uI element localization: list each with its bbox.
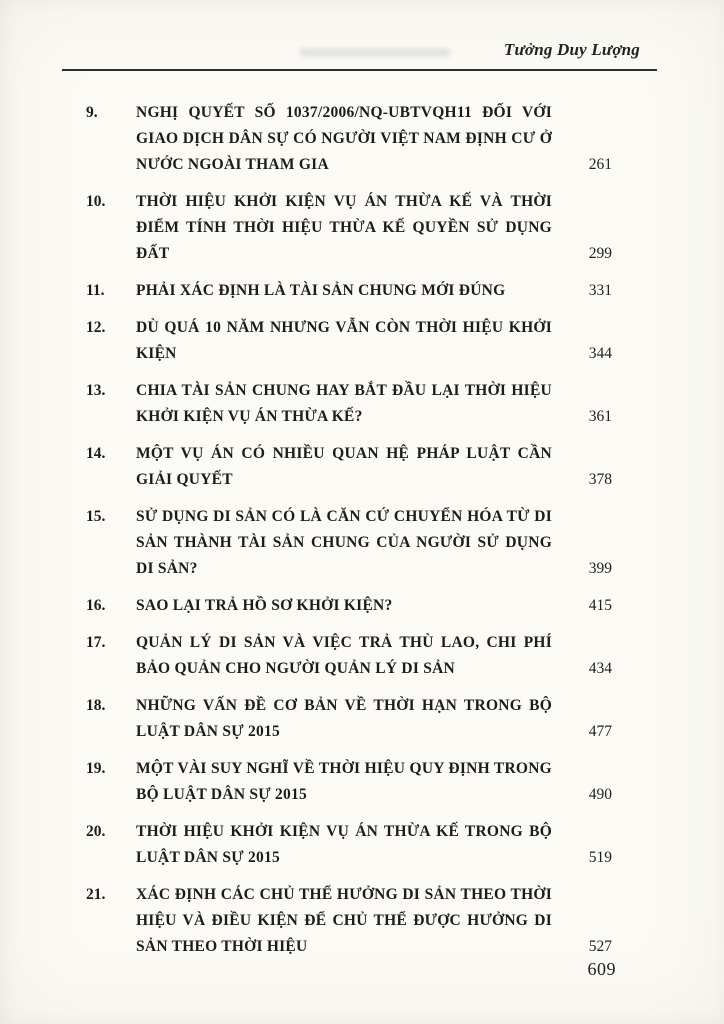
entry-number: 21. bbox=[86, 886, 106, 903]
toc-entry bbox=[86, 100, 612, 178]
entry-number: 18. bbox=[86, 697, 106, 714]
page-header bbox=[62, 40, 640, 60]
entry-title: MỘT VỤ ÁN CÓ NHIỀU QUAN HỆ PHÁP LUẬT CẦN GIẢI QUYẾT bbox=[136, 445, 552, 488]
toc-entry bbox=[86, 278, 612, 304]
toc-entry bbox=[86, 189, 612, 267]
entry-page-number: 331 bbox=[588, 282, 612, 299]
entry-title: SAO LẠI TRẢ HỒ SƠ KHỞI KIỆN? bbox=[136, 597, 393, 614]
entry-title: SỬ DỤNG DI SẢN CÓ LÀ CĂN CỨ CHUYỂN HÓA TỪ DI SẢN THÀNH TÀI SẢN CHUNG CỦA NGƯỜI SỬ DỤNG DI SẢN? bbox=[136, 508, 552, 577]
entry-number: 11. bbox=[86, 282, 105, 299]
toc-entry bbox=[86, 378, 612, 430]
entry-title: XÁC ĐỊNH CÁC CHỦ THỂ HƯỞNG DI SẢN THEO THỜI HIỆU VÀ ĐIỀU KIỆN ĐỂ CHỦ THỂ ĐƯỢC HƯỞNG DI SẢN THEO THỜI HIỆU bbox=[136, 886, 552, 955]
header-rule bbox=[62, 69, 657, 71]
entry-number: 14. bbox=[86, 445, 106, 462]
entry-title: PHẢI XÁC ĐỊNH LÀ TÀI SẢN CHUNG MỚI ĐÚNG bbox=[136, 282, 506, 299]
entry-number: 20. bbox=[86, 823, 106, 840]
toc-entry bbox=[86, 593, 612, 619]
table-of-contents bbox=[86, 100, 612, 971]
running-head-author: Tưởng Duy Lượng bbox=[503, 40, 640, 59]
entry-title: THỜI HIỆU KHỞI KIỆN VỤ ÁN THỪA KẾ TRONG BỘ LUẬT DÂN SỰ 2015 bbox=[136, 823, 552, 866]
entry-page-number: 477 bbox=[588, 723, 612, 740]
entry-title: QUẢN LÝ DI SẢN VÀ VIỆC TRẢ THÙ LAO, CHI PHÍ BẢO QUẢN CHO NGƯỜI QUẢN LÝ DI SẢN bbox=[136, 634, 552, 677]
toc-entry bbox=[86, 693, 612, 745]
entry-number: 17. bbox=[86, 634, 106, 651]
entry-number: 19. bbox=[86, 760, 106, 777]
entry-title: DÙ QUÁ 10 NĂM NHƯNG VẪN CÒN THỜI HIỆU KHỞI KIỆN bbox=[136, 319, 552, 362]
entry-title: NGHỊ QUYẾT SỐ 1037/2006/NQ-UBTVQH11 ĐỐI VỚI GIAO DỊCH DÂN SỰ CÓ NGƯỜI VIỆT NAM ĐỊNH CƯ Ở NƯỚC NGOÀI THAM GIA bbox=[136, 104, 552, 173]
toc-entry bbox=[86, 315, 612, 367]
toc-entry bbox=[86, 504, 612, 582]
entry-page-number: 344 bbox=[588, 345, 612, 362]
entry-page-number: 399 bbox=[588, 560, 612, 577]
entry-page-number: 261 bbox=[588, 156, 612, 173]
entry-page-number: 415 bbox=[588, 597, 612, 614]
entry-page-number: 434 bbox=[588, 660, 612, 677]
entry-title: CHIA TÀI SẢN CHUNG HAY BẮT ĐẦU LẠI THỜI HIỆU KHỞI KIỆN VỤ ÁN THỪA KẾ? bbox=[136, 382, 552, 425]
entry-number: 12. bbox=[86, 319, 106, 336]
entry-page-number: 490 bbox=[588, 786, 612, 803]
toc-entry bbox=[86, 756, 612, 808]
entry-page-number: 299 bbox=[588, 245, 612, 262]
entry-number: 10. bbox=[86, 193, 106, 210]
entry-page-number: 378 bbox=[588, 471, 612, 488]
entry-page-number: 527 bbox=[588, 938, 612, 955]
toc-entry bbox=[86, 441, 612, 493]
entry-title: NHỮNG VẤN ĐỀ CƠ BẢN VỀ THỜI HẠN TRONG BỘ LUẬT DÂN SỰ 2015 bbox=[136, 697, 552, 740]
entry-number: 9. bbox=[86, 104, 98, 121]
toc-entry bbox=[86, 882, 612, 960]
entry-title: THỜI HIỆU KHỞI KIỆN VỤ ÁN THỪA KẾ VÀ THỜI ĐIỂM TÍNH THỜI HIỆU THỪA KẾ QUYỀN SỬ DỤNG ĐẤT bbox=[136, 193, 552, 262]
toc-entry bbox=[86, 819, 612, 871]
page-number: 609 bbox=[587, 959, 616, 979]
entry-number: 15. bbox=[86, 508, 106, 525]
entry-title: MỘT VÀI SUY NGHĨ VỀ THỜI HIỆU QUY ĐỊNH TRONG BỘ LUẬT DÂN SỰ 2015 bbox=[136, 760, 552, 803]
entry-number: 16. bbox=[86, 597, 106, 614]
entry-number: 13. bbox=[86, 382, 106, 399]
entry-page-number: 519 bbox=[588, 849, 612, 866]
entry-page-number: 361 bbox=[588, 408, 612, 425]
toc-entry bbox=[86, 630, 612, 682]
